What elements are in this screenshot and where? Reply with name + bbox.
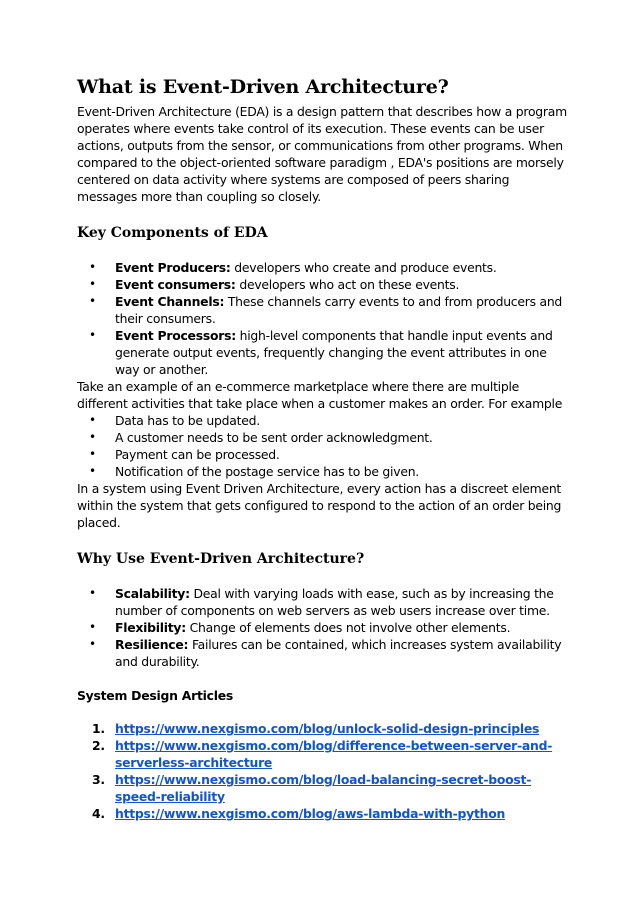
item-number: 3. [92, 772, 105, 787]
term-label: Event consumers: [115, 277, 236, 292]
list-item [77, 293, 567, 327]
list-item: • A customer needs to be sent order acknowledgment. [77, 429, 567, 446]
components-list [77, 259, 567, 378]
list-item [77, 771, 567, 805]
articles-heading: System Design Articles [77, 688, 233, 703]
list-item: • Payment can be processed. [77, 446, 567, 463]
item-number: 1. [92, 721, 105, 736]
term-label: Event Processors: [115, 328, 236, 343]
list-item [77, 276, 567, 293]
term-description: These channels carry events to and from producers and their consumers. [115, 294, 563, 326]
term-description: developers who act on these events. [235, 277, 460, 292]
term-description: Failures can be contained, which increases system availability and durability. [115, 637, 562, 669]
list-item [77, 636, 567, 670]
term-description: developers who create and produce events. [230, 260, 497, 275]
list-item [77, 720, 567, 737]
page-title: What is Event-Driven Architecture? [77, 76, 449, 98]
example-list [77, 412, 567, 480]
why-heading: Why Use Event-Driven Architecture? [77, 551, 365, 567]
article-link[interactable]: https://www.nexgismo.com/blog/unlock-solid-design-principles [115, 721, 540, 736]
term-description: Change of elements does not involve other elements. [185, 620, 511, 635]
articles-list [77, 720, 567, 822]
term-label: Scalability: [115, 586, 190, 601]
term-description: high-level components that handle input events and generate output events, frequently changing the event attributes in one way or another. [115, 328, 553, 377]
why-list [77, 585, 567, 670]
term-label: Resilience: [115, 637, 189, 652]
term-label: Event Producers: [115, 260, 231, 275]
list-item [77, 737, 567, 771]
list-item [77, 327, 567, 378]
list-item [77, 805, 567, 822]
example-intro: Take an example of an e-commerce marketplace where there are multiple different activities that take place when a customer makes an order. For example [77, 379, 563, 411]
example-outro: In a system using Event Driven Architecture, every action has a discreet element within the system that gets configured to respond to the action of an order being placed. [77, 481, 562, 530]
list-item [77, 585, 567, 619]
list-item [77, 619, 567, 636]
article-link[interactable]: https://www.nexgismo.com/blog/difference-between-server-and-serverless-architecture [115, 738, 553, 770]
components-heading: Key Components of EDA [77, 225, 268, 241]
list-item: • Notification of the postage service has to be given. [77, 463, 567, 480]
article-link[interactable]: https://www.nexgismo.com/blog/aws-lambda-with-python [115, 806, 506, 821]
term-description: Deal with varying loads with ease, such as by increasing the number of components on web servers as web users increase over time. [115, 586, 554, 618]
document-page [77, 75, 567, 822]
term-label: Flexibility: [115, 620, 186, 635]
term-label: Event Channels: [115, 294, 225, 309]
list-item [77, 259, 567, 276]
item-number: 2. [92, 738, 105, 753]
intro-paragraph: Event-Driven Architecture (EDA) is a design pattern that describes how a program operates where events take control of its execution. These events can be user actions, outputs from the sensor, or communications from other programs. When compared to the object-oriented software paradigm , EDA's positions are morsely centered on data activity where systems are composed of peers sharing messages more than coupling so closely. [77, 104, 567, 204]
article-link[interactable]: https://www.nexgismo.com/blog/load-balancing-secret-boost-speed-reliability [115, 772, 532, 804]
list-item: • Data has to be updated. [77, 412, 567, 429]
item-number: 4. [92, 806, 105, 821]
